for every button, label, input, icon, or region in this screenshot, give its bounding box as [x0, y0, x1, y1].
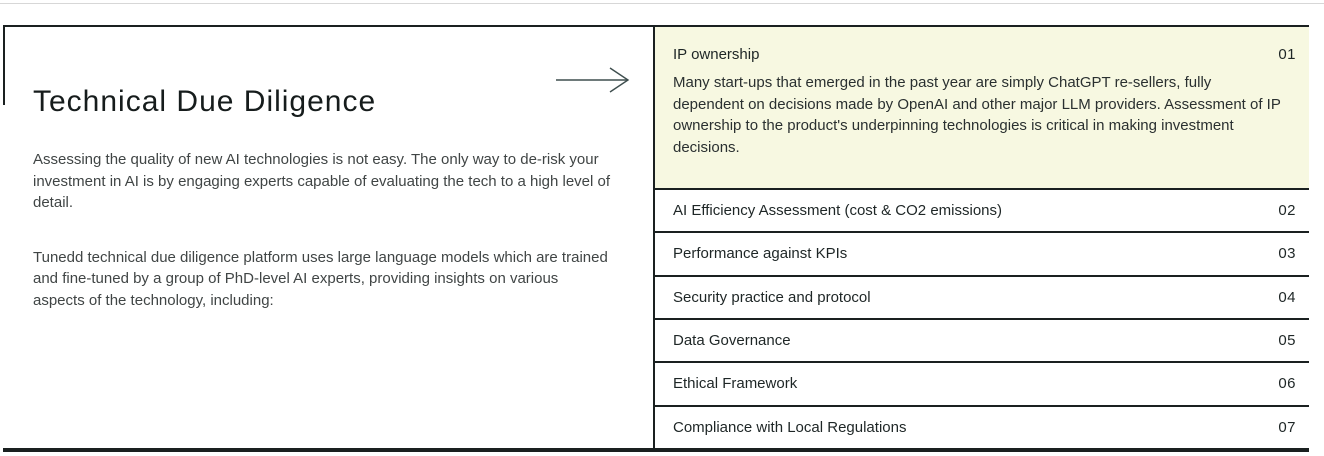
- right-arrow-icon: [552, 65, 634, 95]
- accordion-item-number: 05: [1278, 332, 1296, 350]
- intro-content: [3, 83, 653, 311]
- due-diligence-section: [3, 25, 1309, 452]
- accordion-item-label: Compliance with Local Regulations: [673, 418, 907, 436]
- accordion-item-ethical-framework[interactable]: [655, 361, 1309, 404]
- accordion-item-number: 07: [1278, 418, 1296, 436]
- accordion-item-local-regulations[interactable]: [655, 405, 1309, 448]
- accordion-item-label: Performance against KPIs: [673, 245, 848, 263]
- intro-paragraph-1: Assessing the quality of new AI technologies is not easy. The only way to de-risk your investment in AI is by engaging experts capable of evaluating the tech to a high level of detail.: [33, 151, 611, 211]
- accordion-item-performance-kpis[interactable]: [655, 231, 1309, 274]
- top-divider-line: [0, 3, 1324, 4]
- page-title: Technical Due Diligence: [33, 85, 377, 118]
- accordion-item-label: IP ownership: [673, 45, 760, 63]
- accordion-item-ip-ownership-expanded: [655, 27, 1309, 188]
- due-diligence-accordion: [655, 27, 1309, 448]
- accordion-item-ai-efficiency[interactable]: [655, 188, 1309, 231]
- accordion-item-data-governance[interactable]: [655, 318, 1309, 361]
- accordion-item-label: Security practice and protocol: [673, 288, 871, 306]
- intro-panel: [3, 27, 655, 448]
- accordion-item-body: Many start-ups that emerged in the past year are simply ChatGPT re-sellers, fully dependent on decisions made by OpenAI and other major LLM providers. Assessment of IP ownership to the product's underpinning technologies is critical in making investment decisions.: [673, 74, 1281, 156]
- accordion-item-label: Data Governance: [673, 332, 791, 350]
- accordion-header-ip-ownership[interactable]: [673, 43, 1296, 65]
- accordion-item-number: 03: [1278, 245, 1296, 263]
- intro-paragraph-2: Tunedd technical due diligence platform uses large language models which are trained and fine-tuned by a group of PhD-level AI experts, providing insights on various aspects of the technology, including:: [33, 248, 608, 309]
- accordion-item-number: 06: [1278, 375, 1296, 393]
- accordion-item-number: 01: [1278, 45, 1296, 63]
- accordion-item-security-practice[interactable]: [655, 275, 1309, 318]
- accordion-item-label: AI Efficiency Assessment (cost & CO2 emissions): [673, 202, 1002, 220]
- accordion-item-label: Ethical Framework: [673, 375, 798, 393]
- accordion-item-number: 04: [1278, 288, 1296, 306]
- left-border-accent: [3, 27, 5, 105]
- accordion-item-number: 02: [1278, 202, 1296, 220]
